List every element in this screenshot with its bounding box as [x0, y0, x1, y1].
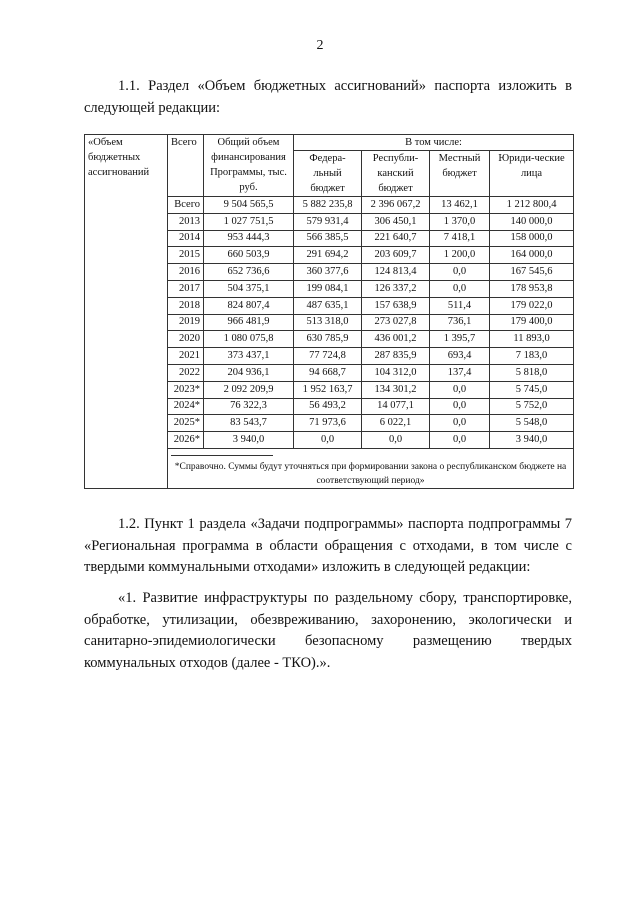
paragraph-task-1: «1. Развитие инфраструктуры по раздельному сбору, транспортировке, обработке, утилизации, обезвреживанию, захоронению, экологически и санитарно-эпидемиологически безопасному размещению твердых коммунальных отходов (далее - ТКО).».	[84, 590, 572, 671]
row-year: 2019	[168, 314, 204, 331]
row-year: 2013	[168, 213, 204, 230]
row-legal: 1 212 800,4	[490, 197, 574, 214]
row-legal: 179 022,0	[490, 297, 574, 314]
row-federal: 199 084,1	[294, 280, 362, 297]
header-republic: Республи-канский бюджет	[362, 151, 430, 197]
row-federal: 566 385,5	[294, 230, 362, 247]
row-total: 504 375,1	[204, 280, 294, 297]
row-year: 2016	[168, 264, 204, 281]
header-including: В том числе:	[294, 135, 574, 151]
row-local: 0,0	[430, 381, 490, 398]
row-republic: 203 609,7	[362, 247, 430, 264]
row-republic: 124 813,4	[362, 264, 430, 281]
row-year: 2025*	[168, 415, 204, 432]
row-federal: 0,0	[294, 432, 362, 449]
footnote-text: *Справочно. Суммы будут уточняться при формировании закона о республиканском бюджете на соответствующий период»	[174, 461, 567, 486]
row-total: 3 940,0	[204, 432, 294, 449]
header-local: Местный бюджет	[430, 151, 490, 197]
row-total: 652 736,6	[204, 264, 294, 281]
row-federal: 360 377,6	[294, 264, 362, 281]
row-local: 0,0	[430, 264, 490, 281]
row-legal: 5 752,0	[490, 398, 574, 415]
row-local: 13 462,1	[430, 197, 490, 214]
row-republic: 0,0	[362, 432, 430, 449]
row-federal: 487 635,1	[294, 297, 362, 314]
header-allocations-label: «Объем бюджетных ассигнований	[85, 135, 168, 197]
page-number: 2	[316, 38, 324, 53]
row-federal: 94 668,7	[294, 364, 362, 381]
row-year: 2014	[168, 230, 204, 247]
row-legal: 140 000,0	[490, 213, 574, 230]
row-year: Всего	[168, 197, 204, 214]
row-federal: 5 882 235,8	[294, 197, 362, 214]
header-federal: Федера-льный бюджет	[294, 151, 362, 197]
row-total: 76 322,3	[204, 398, 294, 415]
row-republic: 104 312,0	[362, 364, 430, 381]
row-year: 2017	[168, 280, 204, 297]
row-local: 1 395,7	[430, 331, 490, 348]
row-republic: 134 301,2	[362, 381, 430, 398]
row-legal: 3 940,0	[490, 432, 574, 449]
row-republic: 221 640,7	[362, 230, 430, 247]
row-local: 0,0	[430, 280, 490, 297]
row-republic: 306 450,1	[362, 213, 430, 230]
row-federal: 56 493,2	[294, 398, 362, 415]
row-year: 2018	[168, 297, 204, 314]
row-year: 2026*	[168, 432, 204, 449]
row-total: 953 444,3	[204, 230, 294, 247]
row-legal: 5 818,0	[490, 364, 574, 381]
row-legal: 164 000,0	[490, 247, 574, 264]
row-federal: 291 694,2	[294, 247, 362, 264]
row-federal: 579 931,4	[294, 213, 362, 230]
row-year: 2015	[168, 247, 204, 264]
row-total: 966 481,9	[204, 314, 294, 331]
row-republic: 126 337,2	[362, 280, 430, 297]
footnote-cell	[168, 448, 574, 488]
row-local: 0,0	[430, 398, 490, 415]
paragraph-1-2: 1.2. Пункт 1 раздела «Задачи подпрограммы» паспорта подпрограммы 7 «Региональная программа в области обращения с отходами, в том числе с твердыми коммунальными отходами» изложить в следующей редакции:	[84, 516, 572, 575]
row-local: 7 418,1	[430, 230, 490, 247]
budget-allocations-table	[84, 134, 574, 489]
row-federal: 77 724,8	[294, 348, 362, 365]
paragraph-1-1: 1.1. Раздел «Объем бюджетных ассигнований» паспорта изложить в следующей редакции:	[84, 78, 572, 116]
row-republic: 2 396 067,2	[362, 197, 430, 214]
row-legal: 5 548,0	[490, 415, 574, 432]
row-republic: 436 001,2	[362, 331, 430, 348]
footnote-divider	[171, 455, 273, 456]
header-total-label: Всего	[168, 135, 204, 197]
row-federal: 630 785,9	[294, 331, 362, 348]
row-total: 2 092 209,9	[204, 381, 294, 398]
row-local: 0,0	[430, 415, 490, 432]
row-legal: 178 953,8	[490, 280, 574, 297]
row-legal: 179 400,0	[490, 314, 574, 331]
row-total: 9 504 565,5	[204, 197, 294, 214]
row-legal: 11 893,0	[490, 331, 574, 348]
row-federal: 1 952 163,7	[294, 381, 362, 398]
row-local: 1 200,0	[430, 247, 490, 264]
row-year: 2023*	[168, 381, 204, 398]
row-local: 736,1	[430, 314, 490, 331]
row-local: 137,4	[430, 364, 490, 381]
row-republic: 287 835,9	[362, 348, 430, 365]
header-legal: Юриди-ческие лица	[490, 151, 574, 197]
row-total: 1 080 075,8	[204, 331, 294, 348]
row-republic: 157 638,9	[362, 297, 430, 314]
row-federal: 71 973,6	[294, 415, 362, 432]
row-republic: 6 022,1	[362, 415, 430, 432]
row-total: 83 543,7	[204, 415, 294, 432]
row-total: 373 437,1	[204, 348, 294, 365]
row-republic: 273 027,8	[362, 314, 430, 331]
row-total: 204 936,1	[204, 364, 294, 381]
row-label-spacer	[85, 197, 168, 489]
row-year: 2021	[168, 348, 204, 365]
row-year: 2024*	[168, 398, 204, 415]
row-year: 2020	[168, 331, 204, 348]
row-federal: 513 318,0	[294, 314, 362, 331]
table-row	[85, 197, 574, 214]
row-year: 2022	[168, 364, 204, 381]
row-local: 1 370,0	[430, 213, 490, 230]
row-republic: 14 077,1	[362, 398, 430, 415]
row-local: 511,4	[430, 297, 490, 314]
row-legal: 158 000,0	[490, 230, 574, 247]
header-financing: Общий объем финансирования Программы, тыс. руб.	[204, 135, 294, 197]
row-legal: 7 183,0	[490, 348, 574, 365]
row-total: 1 027 751,5	[204, 213, 294, 230]
row-legal: 167 545,6	[490, 264, 574, 281]
row-local: 693,4	[430, 348, 490, 365]
row-total: 660 503,9	[204, 247, 294, 264]
row-local: 0,0	[430, 432, 490, 449]
row-total: 824 807,4	[204, 297, 294, 314]
row-legal: 5 745,0	[490, 381, 574, 398]
